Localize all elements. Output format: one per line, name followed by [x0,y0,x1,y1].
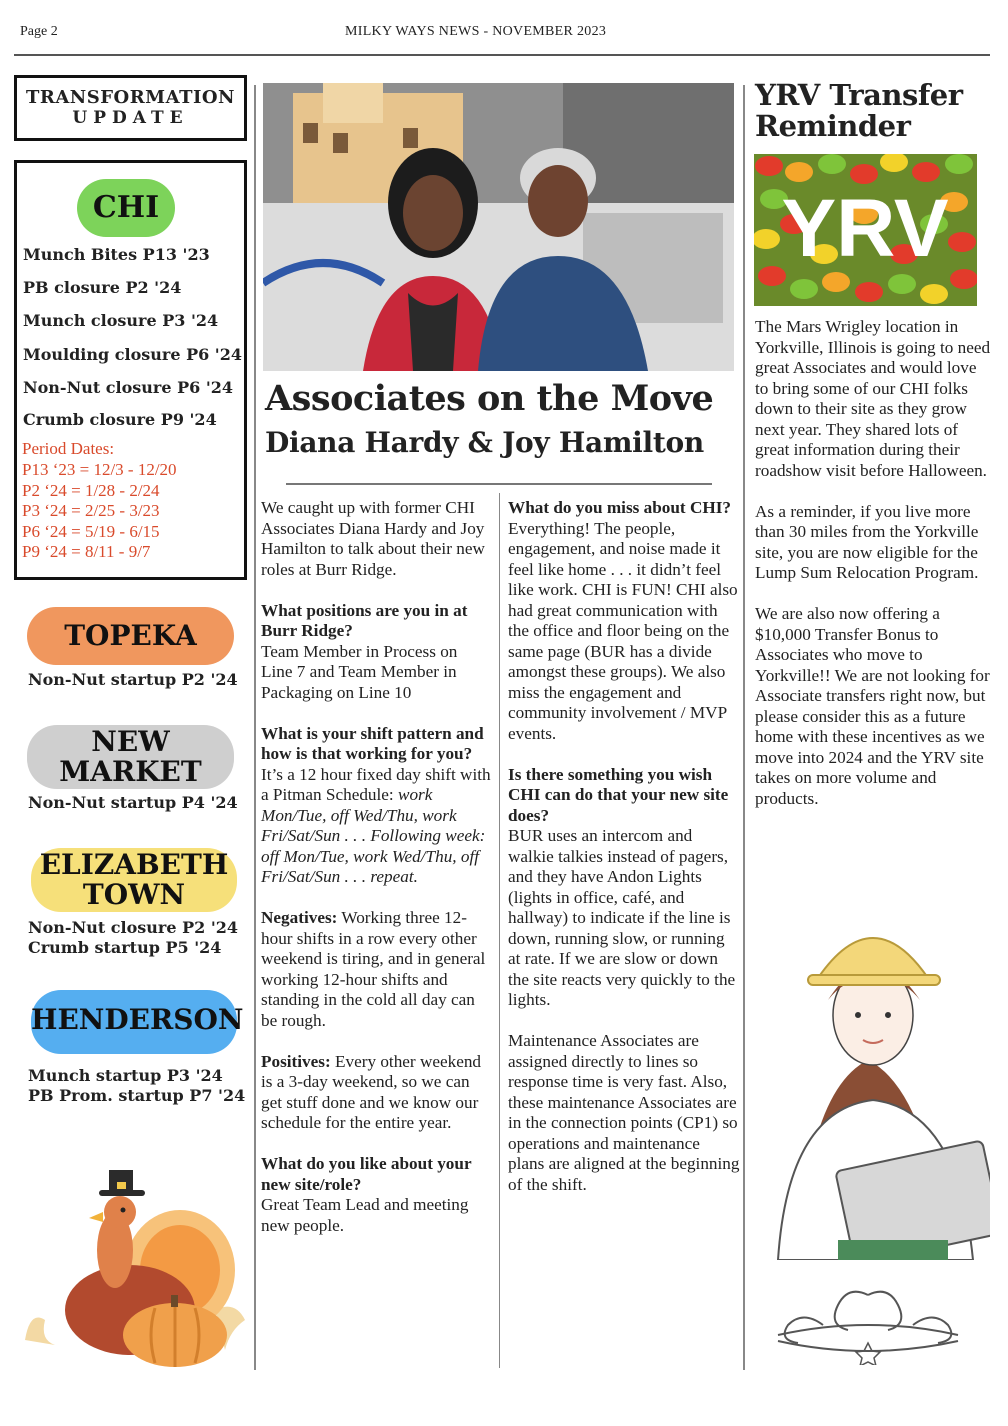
site-name: ELIZABETH [39,848,229,881]
yrv-paragraph: The Mars Wrigley location in Yorkville, Illinois is going to need great Associates and would love to bring some of our CHI folks down to their site as they grow next year. They shared lots of great information during their roadshow visit before Halloween. [755,317,991,480]
chi-item: Moulding closure P6 '24 [23,345,242,364]
chi-item: Crumb closure P9 '24 [23,410,217,429]
chi-item: Munch Bites P13 '23 [23,245,210,264]
turkey-eye [121,1208,126,1213]
article-column-2 [508,498,740,1216]
elizabethtown-pill [31,848,237,912]
chi-item: PB closure P2 '24 [23,278,182,297]
turkey-head [104,1196,136,1228]
pilgrim-hat-brim [99,1190,145,1196]
answer: Everything! The people, engagement, and noise made it feel like home . . . it didn’t feel like work. CHI is FUN! CHI also had great communication with the office and floor being on the same page (BUR has a divide amongst these groups). We also miss the engagement and community involvement / MVP events. [508,518,738,743]
topeka-pill [27,607,234,665]
yrv-title [755,80,963,142]
question: What do you miss about CHI? [508,498,732,517]
site-note: Non-Nut startup P2 '24 [28,670,238,689]
hard-hat [818,938,928,978]
site-note: Non-Nut closure P2 '24 [28,918,238,937]
elizabethtown-notes [28,918,238,958]
positives-block [261,1052,493,1134]
period-date: P3 ‘24 = 2/25 - 3/23 [22,501,160,520]
leaf-decoration [25,1318,55,1346]
transformation-heading: TRANSFORMATION [25,87,236,108]
negatives-block [261,908,493,1031]
hard-hat-brim [808,975,940,985]
question: What positions are you in at Burr Ridge? [261,600,468,640]
yrv-candy-image [754,154,977,306]
site-name: MARKET [59,755,202,788]
title-divider [286,483,712,485]
answer: Team Member in Process on Line 7 and Team Member in Packaging on Line 10 [261,641,458,702]
henderson-notes [28,1066,245,1106]
site-note: Munch startup P3 '24 [28,1066,223,1085]
yrv-title-line: YRV Transfer [755,78,963,112]
candy-graphic [754,154,977,306]
header-divider [14,54,990,56]
worker-illustration [758,920,990,1260]
site-note: Non-Nut startup P4 '24 [28,793,238,812]
yrv-image-text: YRV [781,183,949,274]
answer-schedule: work Mon/Tue, off Wed/Thu, work Fri/Sat/Sun . . . Following week: off Mon/Tue, work Wed/Thu, off Fri/Sat/Sun . . . repeat. [261,785,486,886]
question: Is there something you wish CHI can do that your new site does? [508,764,729,825]
positives-text: Every other weekend is a 3-day weekend, so we can get stuff done and we know our schedule for the entire year. [261,1051,482,1132]
column-divider [499,493,500,1368]
site-name: HENDERSON [31,1003,244,1036]
article-column-1 [261,498,493,1257]
answer-continued: Maintenance Associates are assigned directly to lines so response time is very fast. Also, these maintenance Associates are in the connection points (CP1) so operations and maintenance plans are aligned at the beginning of the shift. [508,1031,740,1194]
qa-block [508,498,740,744]
turkey-illustration [15,1160,255,1370]
period-date: P2 ‘24 = 1/28 - 2/24 [22,480,160,500]
yrv-column [755,317,993,830]
question: What do you like about your new site/role? [261,1154,472,1194]
article-intro: We caught up with former CHI Associates Diana Hardy and Joy Hamilton to talk about their new roles at Burr Ridge. [261,498,485,579]
green-pants [838,1240,948,1260]
transformation-update-box [14,75,247,141]
negatives-label: Negatives: [261,908,338,927]
chi-box [14,160,247,580]
associates-photo [263,83,734,371]
site-note: PB Prom. startup P7 '24 [28,1086,246,1105]
update-heading: UPDATE [72,108,189,128]
pilgrim-hat-buckle [117,1182,126,1189]
new-market-notes [28,793,238,813]
pumpkin-stem [171,1295,178,1307]
qa-block [261,1154,493,1236]
new-market-pill [27,725,234,789]
photo-graphic [263,83,734,371]
period-date: P9 ‘24 = 8/11 - 9/7 [22,542,151,561]
chi-item: Non-Nut closure P6 '24 [23,378,233,397]
answer: BUR uses an intercom and walkie talkies instead of pagers, and they have Andon Lights (lights in office, café, and hallway) to indicate if the line is down, running slow, or running at rate. If we are slow or down the site reacts very quickly to the lights. [508,826,736,1009]
ornament-decoration [773,1285,963,1365]
qa-block [261,601,493,704]
qa-block [508,765,740,1011]
yrv-title-line: Reminder [755,109,911,143]
column-divider [743,85,745,1370]
qa-block [261,724,493,888]
site-name: NEW [91,725,170,758]
period-dates-list [22,460,177,563]
period-date: P13 ‘23 = 12/3 - 12/20 [22,460,177,479]
turkey-beak [89,1212,103,1222]
column-divider [254,85,256,1370]
eye [885,1012,891,1018]
question: What is your shift pattern and how is that working for you? [261,723,484,763]
topeka-notes [28,670,238,690]
answer: It’s a 12 hour fixed day shift with a Pitman Schedule: [261,764,491,804]
yrv-paragraph: As a reminder, if you live more than 30 miles from the Yorkville site, you are now eligible for the Lump Sum Relocation Program. [755,501,979,582]
newsletter-title: MILKY WAYS NEWS - NOVEMBER 2023 [345,24,607,39]
henderson-pill [31,990,244,1054]
chi-item: Munch closure P3 '24 [23,311,219,330]
page-number: Page 2 [20,24,58,39]
star-icon [856,1343,880,1365]
site-note: Crumb startup P5 '24 [28,938,222,957]
period-dates-label: Period Dates: [22,439,115,458]
site-name: TOWN [82,878,186,911]
yrv-paragraph: We are also now offering a $10,000 Transfer Bonus to Associates who move to Yorkville!! We are not looking for Associate transfers right now, but please consider this as a future home with these incentives as we move into 2024 and the YRV site takes on more volume and products. [755,604,990,808]
eye [855,1012,861,1018]
positives-label: Positives: [261,1051,331,1071]
site-name: TOPEKA [64,619,197,652]
article-subtitle: Diana Hardy & Joy Hamilton [265,426,704,459]
answer: Great Team Lead and meeting new people. [261,1195,469,1235]
negatives-text: Working three 12-hour shifts in a row every other weekend is tiring, and in general working 12-hour shifts and standing in the cold all day can be rough. [261,908,486,1030]
article-title: Associates on the Move [265,378,714,419]
period-date: P6 ‘24 = 5/19 - 6/15 [22,521,160,541]
chi-pill: CHI [77,179,175,237]
